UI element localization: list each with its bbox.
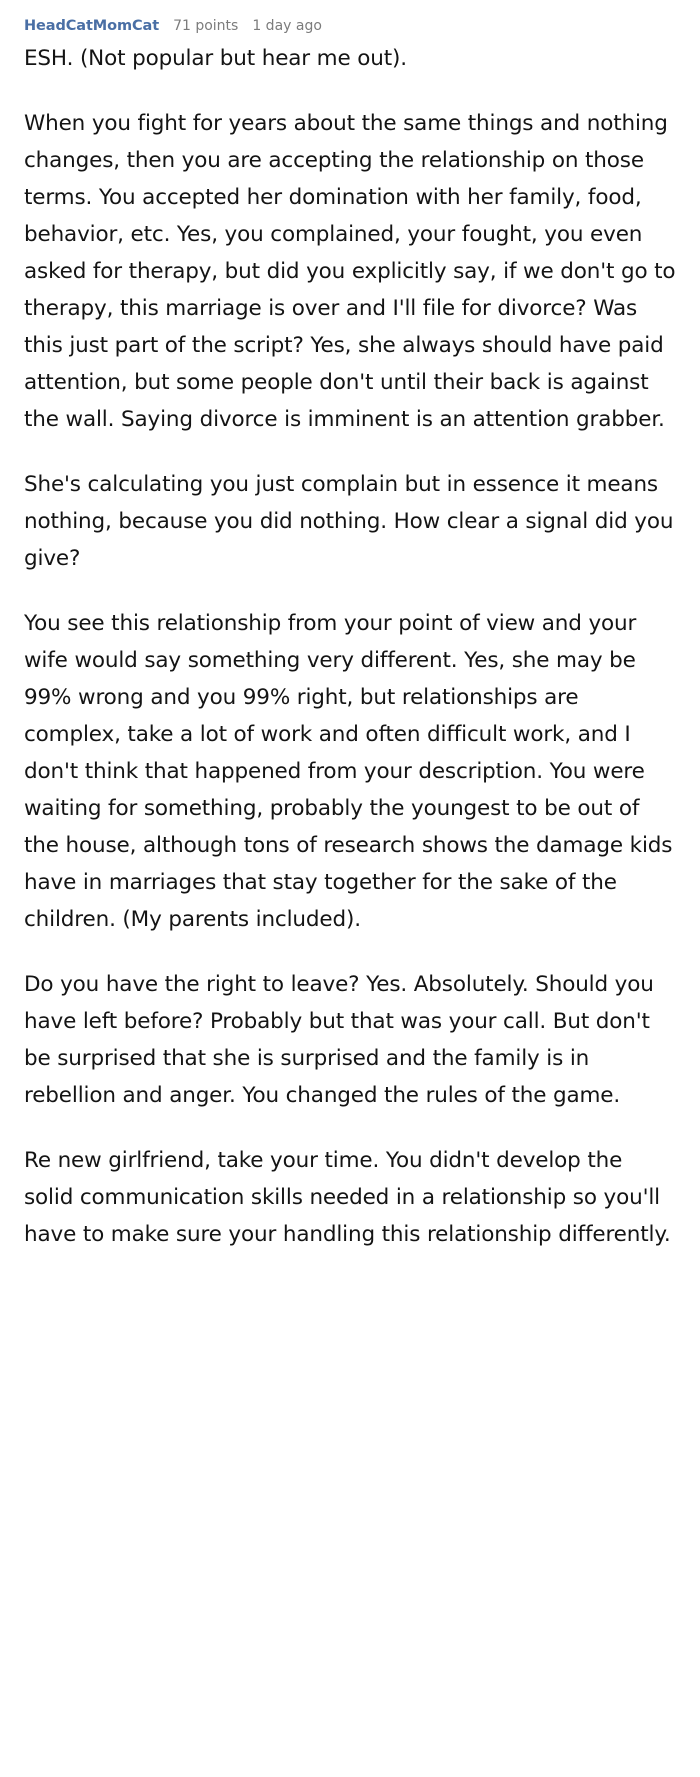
comment-paragraph: ESH. (Not popular but hear me out). [24, 46, 407, 71]
comment-paragraph: Do you have the right to leave? Yes. Absolutely. Should you have left before? Probably but that was your call. But don't be surprised that she is surprised and the family is in rebellion and anger. You changed the rules of the game. [24, 972, 654, 1108]
comment-paragraph: Re new girlfriend, take your time. You didn't develop the solid communication skills needed in a relationship so you'll have to make sure your handling this relationship differently. [24, 1148, 671, 1247]
comment-body [24, 40, 678, 1253]
comment-timestamp: 1 day ago [252, 18, 322, 34]
comment-author[interactable]: HeadCatMomCat [24, 18, 160, 34]
comment-meta [24, 18, 678, 34]
comment-paragraph: When you fight for years about the same things and nothing changes, then you are accepting the relationship on those terms. You accepted her domination with her family, food, behavior, etc. Yes, you complained, your fought, you even asked for therapy, but did you explicitly say, if we don't go to therapy, this marriage is over and I'll file for divorce? Was this just part of the script? Yes, she always should have paid attention, but some people don't until their back is against the wall. Saying divorce is imminent is an attention grabber. [24, 111, 676, 432]
comment-paragraph: She's calculating you just complain but in essence it means nothing, because you did nothing. How clear a signal did you give? [24, 472, 674, 571]
comment-score: 71 points [173, 18, 239, 34]
comment-thread-line [0, 0, 1, 1253]
comment-paragraph: You see this relationship from your point of view and your wife would say something very different. Yes, she may be 99% wrong and you 99% right, but relationships are complex, take a lot of work and often difficult work, and I don't think that happened from your description. You were waiting for something, probably the youngest to be out of the house, although tons of research shows the damage kids have in marriages that stay together for the sake of the children. (My parents included). [24, 611, 673, 932]
